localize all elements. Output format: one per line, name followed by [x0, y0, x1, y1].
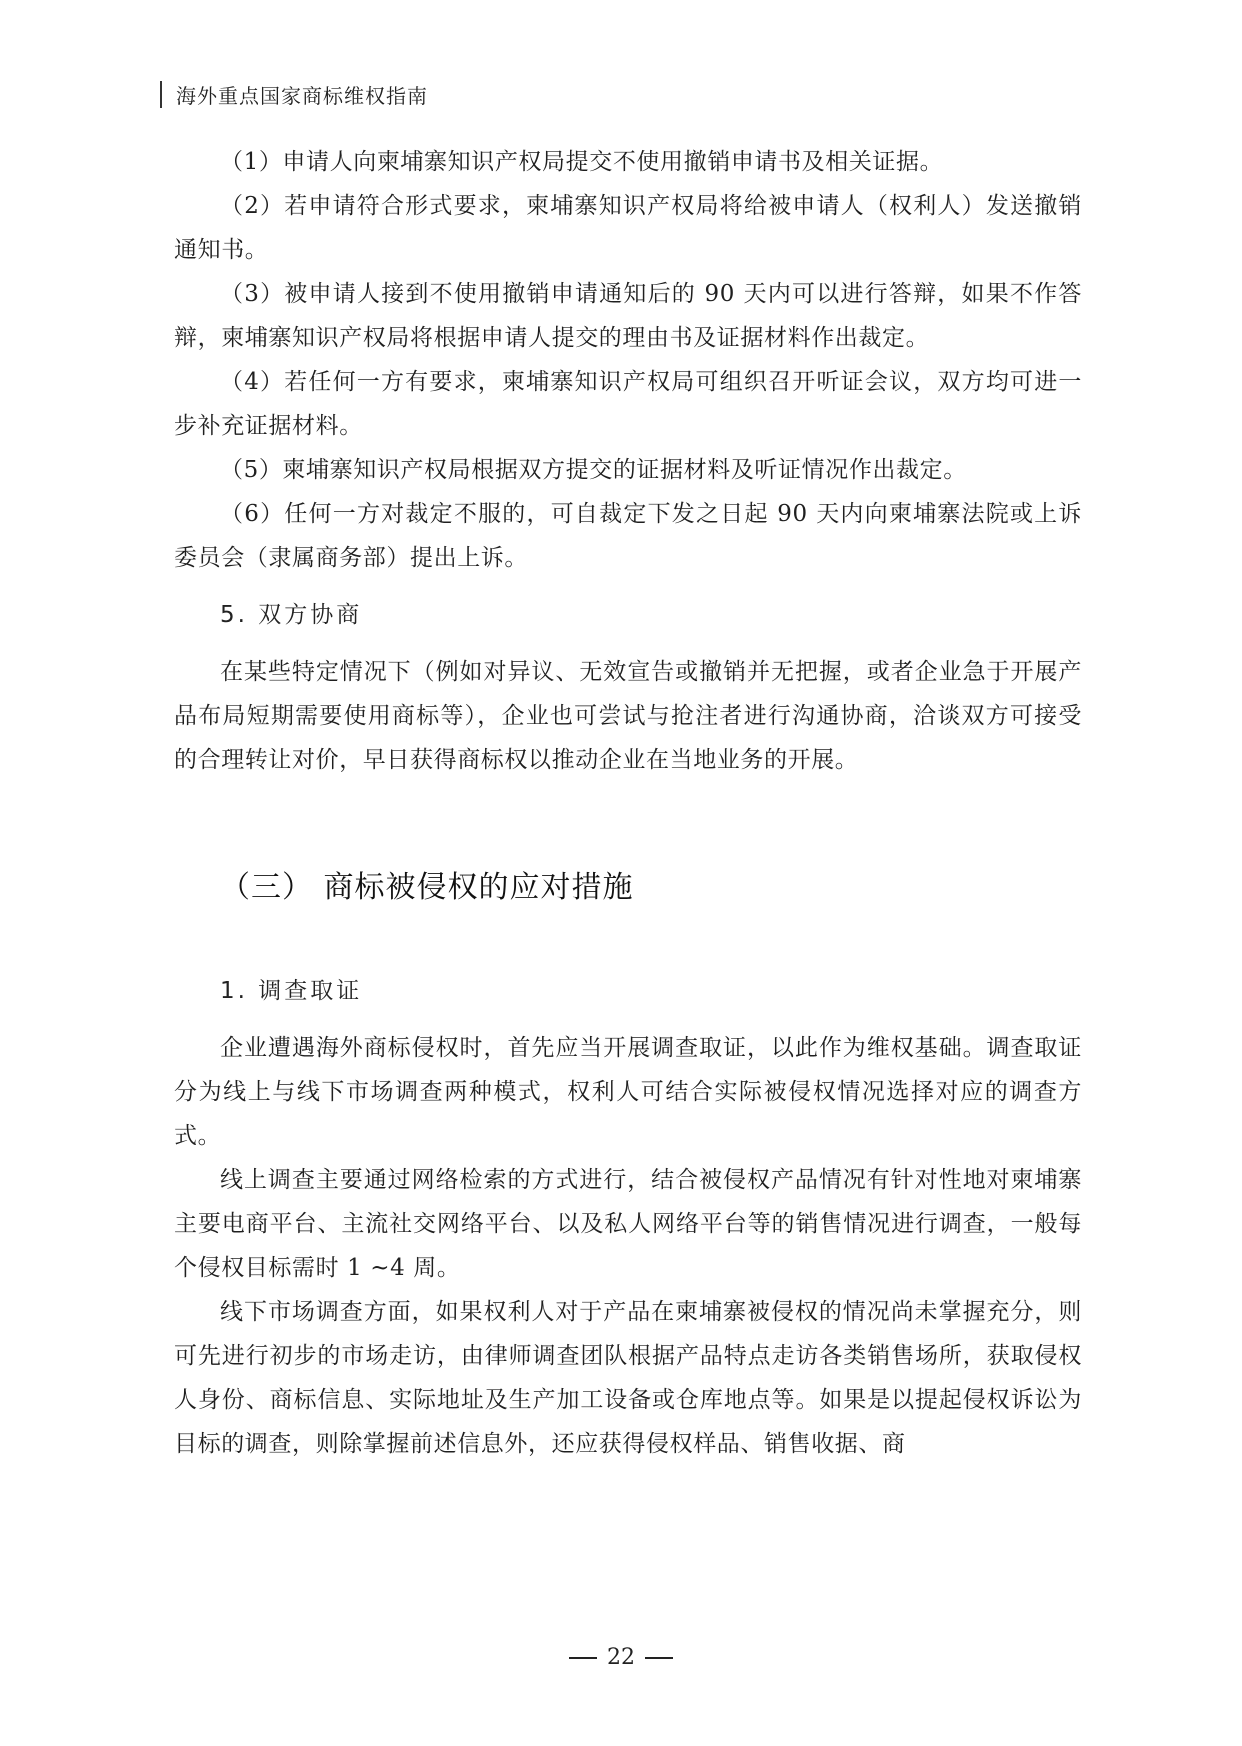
subsection-heading-negotiation: 5. 双方协商: [220, 602, 363, 628]
page-number: 22: [607, 1645, 635, 1670]
section-heading-infringement-response: （三） 商标被侵权的应对措施: [220, 870, 634, 905]
running-header: [160, 79, 428, 109]
footer-dash-left: [569, 1657, 597, 1659]
procedure-step-5: （5）柬埔寨知识产权局根据双方提交的证据材料及听证情况作出裁定。: [220, 457, 967, 483]
page-footer: [0, 1645, 1242, 1670]
investigation-paragraph-3: 线下市场调查方面，如果权利人对于产品在柬埔寨被侵权的情况尚未掌握充分，则可先进行初步的市场走访，由律师调查团队根据产品特点走访各类销售场所，获取侵权人身份、商标信息、实际地址及生产加工设备或仓库地点等。如果是以提起侵权诉讼为目标的调查，则除掌握前述信息外，还应获得侵权样品、销售收据、商: [174, 1299, 1082, 1457]
procedure-step-6: （6）任何一方对裁定不服的，可自裁定下发之日起 90 天内向柬埔寨法院或上诉委员会（隶属商务部）提出上诉。: [174, 501, 1082, 571]
investigation-paragraph-1: 企业遭遇海外商标侵权时，首先应当开展调查取证，以此作为维权基础。调查取证分为线上与线下市场调查两种模式，权利人可结合实际被侵权情况选择对应的调查方式。: [174, 1035, 1082, 1149]
procedure-step-4: （4）若任何一方有要求，柬埔寨知识产权局可组织召开听证会议，双方均可进一步补充证据材料。: [174, 369, 1082, 439]
footer-dash-right: [645, 1657, 673, 1659]
investigation-paragraph-2: 线上调查主要通过网络检索的方式进行，结合被侵权产品情况有针对性地对柬埔寨主要电商平台、主流社交网络平台、以及私人网络平台等的销售情况进行调查，一般每个侵权目标需时 1 ~4 周。: [174, 1167, 1082, 1281]
header-rule: [160, 81, 162, 108]
procedure-step-3: （3）被申请人接到不使用撤销申请通知后的 90 天内可以进行答辩，如果不作答辩，柬埔寨知识产权局将根据申请人提交的理由书及证据材料作出裁定。: [174, 281, 1082, 351]
procedure-step-2: （2）若申请符合形式要求，柬埔寨知识产权局将给被申请人（权利人）发送撤销通知书。: [174, 193, 1082, 263]
subsection-heading-investigation: 1. 调查取证: [220, 978, 363, 1004]
procedure-step-1: （1）申请人向柬埔寨知识产权局提交不使用撤销申请书及相关证据。: [220, 149, 944, 175]
running-title: 海外重点国家商标维权指南: [176, 83, 428, 108]
negotiation-paragraph: 在某些特定情况下（例如对异议、无效宣告或撤销并无把握，或者企业急于开展产品布局短期需要使用商标等），企业也可尝试与抢注者进行沟通协商，洽谈双方可接受的合理转让对价，早日获得商标权以推动企业在当地业务的开展。: [174, 659, 1082, 773]
